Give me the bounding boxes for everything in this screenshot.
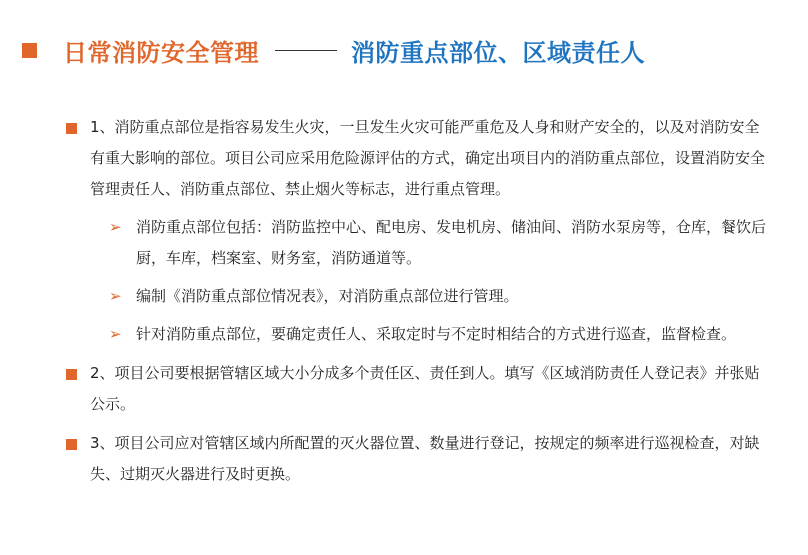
list-item xyxy=(66,358,766,420)
list-item-text: 2、项目公司要根据管辖区域大小分成多个责任区、责任到人。填写《区域消防责任人登记表》并张贴公示。 xyxy=(90,364,760,413)
square-bullet-icon xyxy=(66,369,77,380)
sub-list-item xyxy=(66,319,766,350)
arrow-right-icon: ➢ xyxy=(109,325,122,343)
sub-list-item-text: 消防重点部位包括：消防监控中心、配电房、发电机房、储油间、消防水泵房等，仓库，餐饮后厨，车库，档案室、财务室，消防通道等。 xyxy=(136,218,767,267)
arrow-right-icon: ➢ xyxy=(109,287,122,305)
title-separator xyxy=(275,50,337,51)
square-bullet-icon xyxy=(66,123,77,134)
sub-list-item xyxy=(66,212,766,274)
sub-list-item-text: 针对消防重点部位，要确定责任人、采取定时与不定时相结合的方式进行巡查，监督检查。 xyxy=(136,325,737,343)
list-item xyxy=(66,428,766,490)
list-item xyxy=(66,112,766,205)
slide-title-bar xyxy=(22,33,645,68)
title-square-icon xyxy=(22,43,37,58)
arrow-right-icon: ➢ xyxy=(109,218,122,236)
slide-content xyxy=(66,112,766,490)
square-bullet-icon xyxy=(66,439,77,450)
list-item-text: 3、项目公司应对管辖区域内所配置的灭火器位置、数量进行登记，按规定的频率进行巡视检查，对缺失、过期灭火器进行及时更换。 xyxy=(90,434,760,483)
page-subtitle: 消防重点部位、区域责任人 xyxy=(351,39,645,67)
page-title: 日常消防安全管理 xyxy=(63,39,259,67)
sub-list-item xyxy=(66,281,766,312)
list-item-text: 1、消防重点部位是指容易发生火灾，一旦发生火灾可能严重危及人身和财产安全的，以及对消防安全有重大影响的部位。项目公司应采用危险源评估的方式，确定出项目内的消防重点部位，设置消防安全管理责任人、消防重点部位、禁止烟火等标志，进行重点管理。 xyxy=(90,118,766,198)
sub-list-item-text: 编制《消防重点部位情况表》，对消防重点部位进行管理。 xyxy=(136,287,519,305)
